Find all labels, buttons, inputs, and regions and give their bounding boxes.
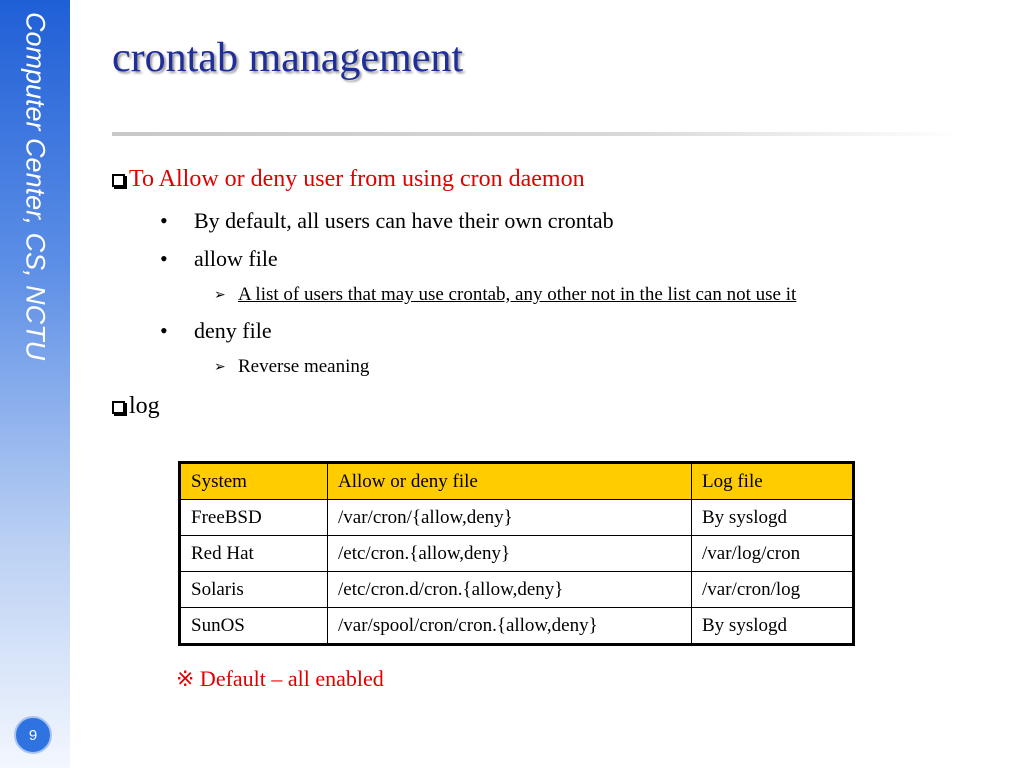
header-allow-deny: Allow or deny file [328, 463, 692, 500]
sub-bullet-deny [160, 318, 272, 344]
cron-files-table [178, 461, 855, 646]
dot-bullet-icon: • [160, 318, 168, 343]
cell-log-file: By syslogd [692, 500, 854, 536]
header-log-file: Log file [692, 463, 854, 500]
cell-system: FreeBSD [180, 500, 328, 536]
slide-title: crontab management [112, 35, 464, 81]
bullet-log [112, 393, 160, 420]
dot-bullet-icon: • [160, 208, 168, 233]
default-note: ※ Default – all enabled [176, 666, 384, 691]
table-row [180, 572, 854, 608]
table-row [180, 500, 854, 536]
arrow-bullet-icon: ➢ [214, 287, 226, 303]
sub-bullet-allow-text: allow file [194, 246, 278, 271]
allow-description: A list of users that may use crontab, any other not in the list can not use it [238, 284, 797, 305]
sub-bullet-default [160, 208, 614, 234]
sub-sub-bullet-allow [214, 284, 796, 306]
cell-allow-deny: /etc/cron.{allow,deny} [328, 536, 692, 572]
cell-log-file: /var/log/cron [692, 536, 854, 572]
bullet-allow-deny [112, 166, 585, 193]
table-row [180, 536, 854, 572]
checkbox-bullet-icon [112, 174, 125, 187]
header-system: System [180, 463, 328, 500]
title-divider [112, 132, 962, 136]
sub-sub-bullet-deny [214, 356, 369, 378]
page-number-badge: 9 [14, 716, 52, 754]
arrow-bullet-icon: ➢ [214, 359, 226, 375]
sub-bullet-allow [160, 246, 278, 272]
sidebar [0, 0, 70, 768]
sidebar-org-label: Computer Center, CS, NCTU [20, 12, 51, 361]
sub-bullet-default-text: By default, all users can have their own crontab [194, 208, 614, 233]
table-header-row [180, 463, 854, 500]
cell-system: SunOS [180, 608, 328, 645]
dot-bullet-icon: • [160, 246, 168, 271]
cell-log-file: /var/cron/log [692, 572, 854, 608]
sub-bullet-deny-text: deny file [194, 318, 272, 343]
bullet-allow-deny-text: To Allow or deny user from using cron daemon [129, 166, 585, 192]
cell-allow-deny: /var/cron/{allow,deny} [328, 500, 692, 536]
cell-system: Red Hat [180, 536, 328, 572]
cell-allow-deny: /var/spool/cron/cron.{allow,deny} [328, 608, 692, 645]
checkbox-bullet-icon [112, 401, 125, 414]
cell-log-file: By syslogd [692, 608, 854, 645]
cell-system: Solaris [180, 572, 328, 608]
bullet-log-text: log [129, 393, 160, 419]
table-row [180, 608, 854, 645]
cell-allow-deny: /etc/cron.d/cron.{allow,deny} [328, 572, 692, 608]
deny-description: Reverse meaning [238, 356, 370, 377]
